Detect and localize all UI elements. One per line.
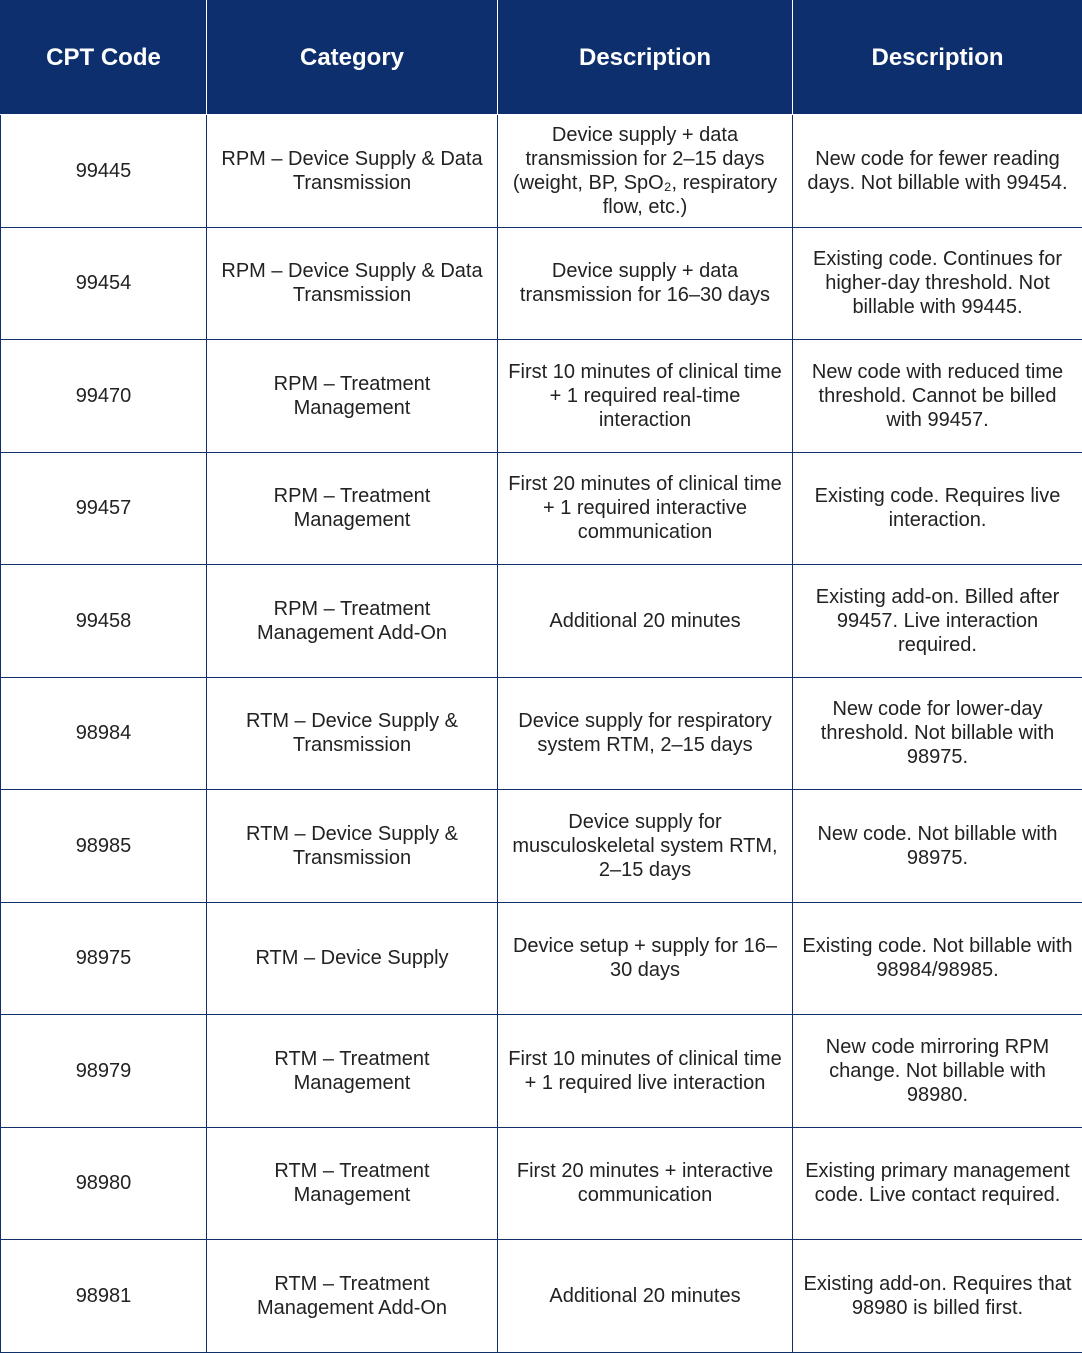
cell-category: RPM – Device Supply & Data Transmission	[207, 227, 498, 340]
header-description-notes: Description	[793, 1, 1082, 115]
cell-description: Device supply + data transmission for 2–15 days (weight, BP, SpO₂, respiratory flow, etc.)	[498, 115, 793, 228]
table-row	[1, 452, 1082, 565]
cell-description: Additional 20 minutes	[498, 565, 793, 678]
cell-cpt-code: 99454	[1, 227, 207, 340]
cell-notes: Existing add-on. Requires that 98980 is billed first.	[793, 1240, 1082, 1353]
cell-description: First 10 minutes of clinical time + 1 required live interaction	[498, 1015, 793, 1128]
table-row	[1, 227, 1082, 340]
cell-category: RPM – Treatment Management	[207, 340, 498, 453]
cell-cpt-code: 98980	[1, 1127, 207, 1240]
cell-description: Additional 20 minutes	[498, 1240, 793, 1353]
cell-category: RTM – Treatment Management	[207, 1127, 498, 1240]
cell-cpt-code: 98975	[1, 902, 207, 1015]
cell-description: First 10 minutes of clinical time + 1 required real-time interaction	[498, 340, 793, 453]
cell-description: First 20 minutes of clinical time + 1 required interactive communication	[498, 452, 793, 565]
cell-description: Device supply for respiratory system RTM, 2–15 days	[498, 677, 793, 790]
table-row	[1, 1127, 1082, 1240]
table-body	[1, 115, 1082, 1353]
cell-category: RPM – Treatment Management	[207, 452, 498, 565]
cell-description: Device supply + data transmission for 16–30 days	[498, 227, 793, 340]
cell-notes: New code mirroring RPM change. Not billable with 98980.	[793, 1015, 1082, 1128]
cell-category: RTM – Device Supply & Transmission	[207, 790, 498, 903]
table-row	[1, 1240, 1082, 1353]
cell-cpt-code: 99445	[1, 115, 207, 228]
cell-notes: New code with reduced time threshold. Cannot be billed with 99457.	[793, 340, 1082, 453]
table-row	[1, 677, 1082, 790]
cell-notes: Existing code. Not billable with 98984/98985.	[793, 902, 1082, 1015]
table-header	[1, 1, 1082, 115]
cell-category: RTM – Device Supply & Transmission	[207, 677, 498, 790]
cell-category: RTM – Treatment Management Add-On	[207, 1240, 498, 1353]
cell-category: RTM – Treatment Management	[207, 1015, 498, 1128]
cell-notes: New code for lower-day threshold. Not billable with 98975.	[793, 677, 1082, 790]
cell-category: RPM – Device Supply & Data Transmission	[207, 115, 498, 228]
cell-cpt-code: 99470	[1, 340, 207, 453]
table-row	[1, 902, 1082, 1015]
cell-cpt-code: 99458	[1, 565, 207, 678]
cell-category: RPM – Treatment Management Add-On	[207, 565, 498, 678]
cell-notes: Existing code. Continues for higher-day threshold. Not billable with 99445.	[793, 227, 1082, 340]
table-row	[1, 1015, 1082, 1128]
cell-cpt-code: 99457	[1, 452, 207, 565]
cell-notes: Existing primary management code. Live contact required.	[793, 1127, 1082, 1240]
cell-notes: New code. Not billable with 98975.	[793, 790, 1082, 903]
cell-description: Device supply for musculoskeletal system RTM, 2–15 days	[498, 790, 793, 903]
table-row	[1, 340, 1082, 453]
cell-cpt-code: 98984	[1, 677, 207, 790]
cell-notes: Existing add-on. Billed after 99457. Live interaction required.	[793, 565, 1082, 678]
header-description: Description	[498, 1, 793, 115]
cell-cpt-code: 98981	[1, 1240, 207, 1353]
table-row	[1, 115, 1082, 228]
header-cpt-code: CPT Code	[1, 1, 207, 115]
header-category: Category	[207, 1, 498, 115]
cell-category: RTM – Device Supply	[207, 902, 498, 1015]
cell-cpt-code: 98985	[1, 790, 207, 903]
header-row	[1, 1, 1082, 115]
cell-cpt-code: 98979	[1, 1015, 207, 1128]
cell-description: First 20 minutes + interactive communication	[498, 1127, 793, 1240]
cell-notes: Existing code. Requires live interaction.	[793, 452, 1082, 565]
table-row	[1, 565, 1082, 678]
cell-description: Device setup + supply for 16–30 days	[498, 902, 793, 1015]
cell-notes: New code for fewer reading days. Not billable with 99454.	[793, 115, 1082, 228]
table-row	[1, 790, 1082, 903]
